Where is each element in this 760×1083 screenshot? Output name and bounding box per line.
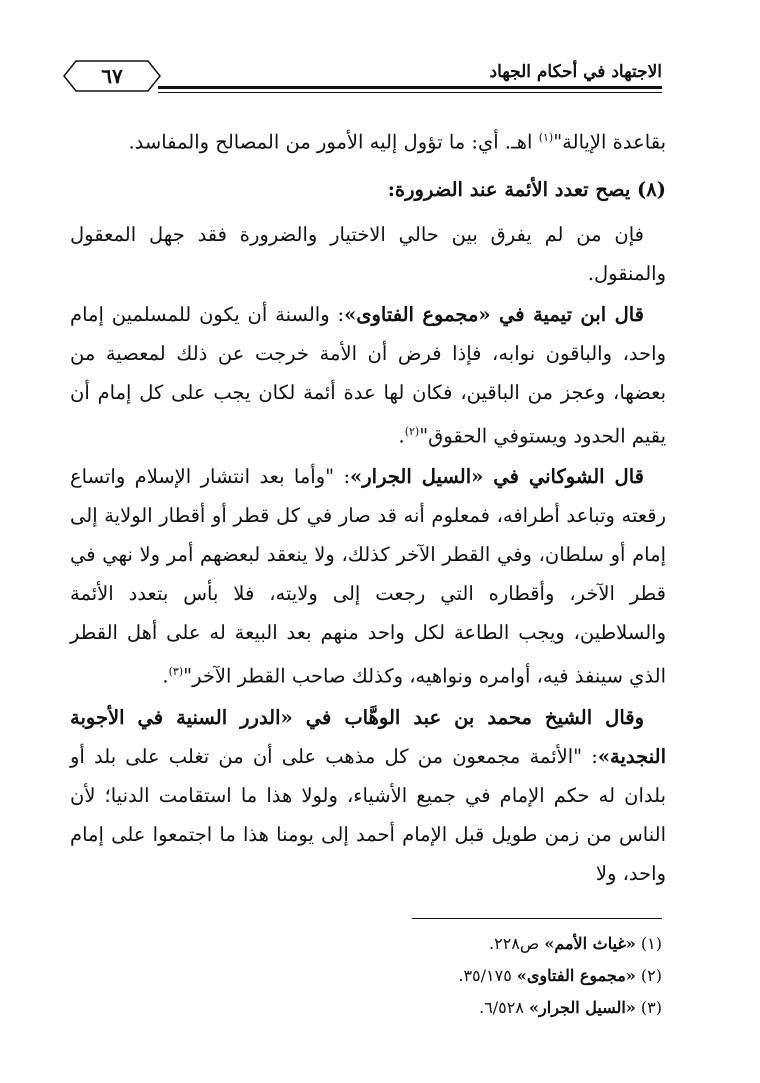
header-rule-thick	[158, 86, 662, 89]
page-number: ٦٧	[101, 64, 123, 88]
paragraph-3: قال ابن تيمية في «مجموع الفتاوى»: والسنة أن يكون للمسلمين إمام واحد، والباقون نوابه، فإذا فرض أن الأمة خرجت عن ذلك لمعصية من بعضها، وعجز من الباقين، فكان لها عدة أئمة لكان يجب على كل إمام أن يقيم الحدود ويستوفي الحقوق"$^{(٢)}$.	[70, 302, 666, 447]
page-body	[70, 118, 666, 895]
page-header	[62, 58, 662, 102]
footnote-item: (١) «غياث الأمم» ص٢٢٨.	[489, 934, 662, 953]
footnote-ref[interactable]: (٣)	[168, 665, 184, 678]
paragraph-2: فإن من لم يفرق بين حالي الاختيار والضرورة فقد جهل المعقول والمنقول.	[70, 222, 666, 285]
footnote-ref[interactable]: (٢)	[404, 424, 420, 438]
running-title: الاجتهاد في أحكام الجهاد	[489, 62, 662, 82]
header-rule-thin	[158, 92, 662, 93]
paragraph-4: قال الشوكاني في «السيل الجرار»: "وأما بعد انتشار الإسلام واتساع رقعته وتباعد أطرافه، فمعلوم أنه قد صار في كل قطر أو أقطار الولاية إلى إمام أو سلطان، وفي القطر الآخر كذلك، ولا ينعقد لبعضهم أمر ولا نهي في قطر الآخر، وأقطاره التي رجعت إلى ولايته، فلا بأس بتعدد الأئمة والسلاطين، ويجب الطاعة لكل واحد منهم بعد البيعة له على أهل القطر الذي سينفذ فيه، أوامره ونواهيه، وكذلك صاحب القطر الآخر"$^{(٣)}$.	[70, 465, 666, 688]
footnote-ref[interactable]: (١)	[538, 131, 554, 144]
section-heading: (٨) يصح تعدد الأئمة عند الضرورة:	[387, 177, 666, 201]
paragraph-5: وقال الشيخ محمد بن عبد الوهَّاب في «الدرر السنية في الأجوبة النجدية»: "الأئمة مجمعون من كل مذهب على أن من تغلب على بلد أو بلدان له حكم الإمام في جميع الأشياء، ولولا هذا ما استقامت الدنيا؛ لأن الناس من زمن طويل قبل الإمام أحمد إلى يومنا هذا ما اجتمعوا على إمام واحد، ولا	[70, 705, 666, 885]
paragraph-1: بقاعدة الإيالة"$^{(١)}$ اهـ. أي: ما تؤول إليه الأمور من المصالح والمفاسد.	[128, 130, 666, 154]
page-number-badge	[62, 58, 162, 94]
footnote-item: (٣) «السيل الجرار» ٦/٥٢٨.	[479, 998, 662, 1017]
footnote-separator	[412, 918, 662, 919]
footnotes	[300, 928, 662, 1024]
footnote-item: (٢) «مجموع الفتاوى» ٣٥/١٧٥.	[458, 966, 662, 985]
